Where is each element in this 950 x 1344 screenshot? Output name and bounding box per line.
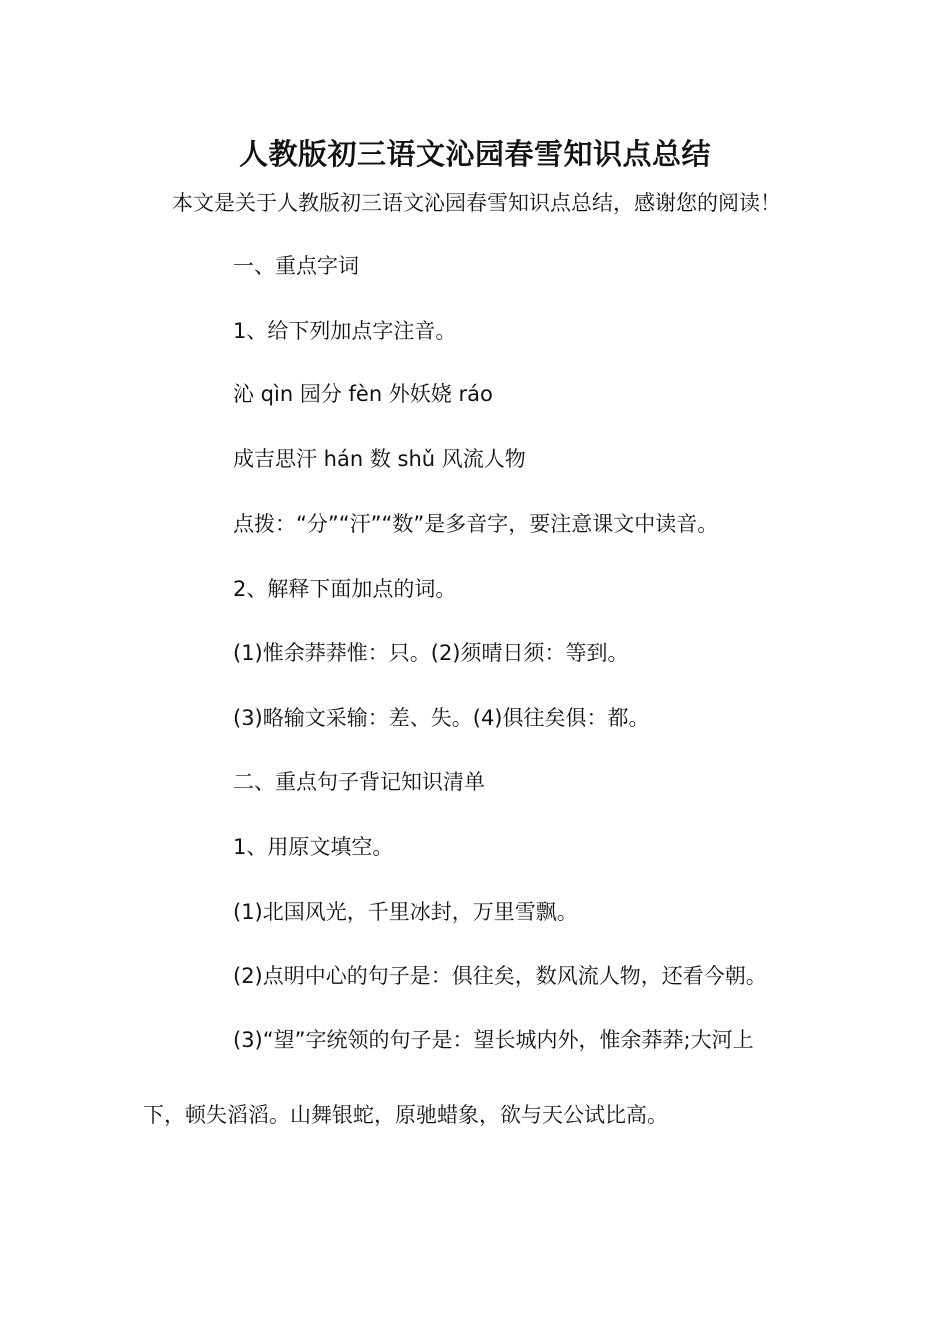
pinyin-line-2: 成吉思汗 hán 数 shǔ 风流人物 <box>233 447 526 471</box>
fill-in-item-3-continued: 下，顿失滔滔。山舞银蛇，原驰蜡象，欲与天公试比高。 <box>143 1103 668 1127</box>
question-2-heading: 2、解释下面加点的词。 <box>233 577 457 601</box>
word-explanation-2: (3)略输文采输：差、失。(4)俱往矣俱：都。 <box>233 706 650 730</box>
question-1-heading: 1、给下列加点字注音。 <box>233 319 457 343</box>
document-title: 人教版初三语文沁园春雪知识点总结 <box>238 137 711 171</box>
fill-in-item-2: (2)点明中心的句子是：俱往矣，数风流人物，还看今朝。 <box>233 964 767 988</box>
fill-in-item-3: (3)“望”字统领的句子是：望长城内外，惟余莽莽;大河上 <box>233 1028 754 1052</box>
intro-paragraph: 本文是关于人教版初三语文沁园春雪知识点总结，感谢您的阅读！ <box>172 191 781 215</box>
fill-in-heading: 1、用原文填空。 <box>233 835 394 859</box>
fill-in-item-1: (1)北国风光，千里冰封，万里雪飘。 <box>233 900 578 924</box>
section-heading-key-words: 一、重点字词 <box>233 254 359 278</box>
tip-paragraph: 点拨：“分”“汗”“数”是多音字，要注意课文中读音。 <box>233 512 719 536</box>
word-explanation-1: (1)惟余莽莽惟：只。(2)须晴日须：等到。 <box>233 641 629 665</box>
section-heading-key-sentences: 二、重点句子背记知识清单 <box>233 770 485 794</box>
pinyin-line-1: 沁 qìn 园分 fèn 外妖娆 ráo <box>233 382 493 406</box>
